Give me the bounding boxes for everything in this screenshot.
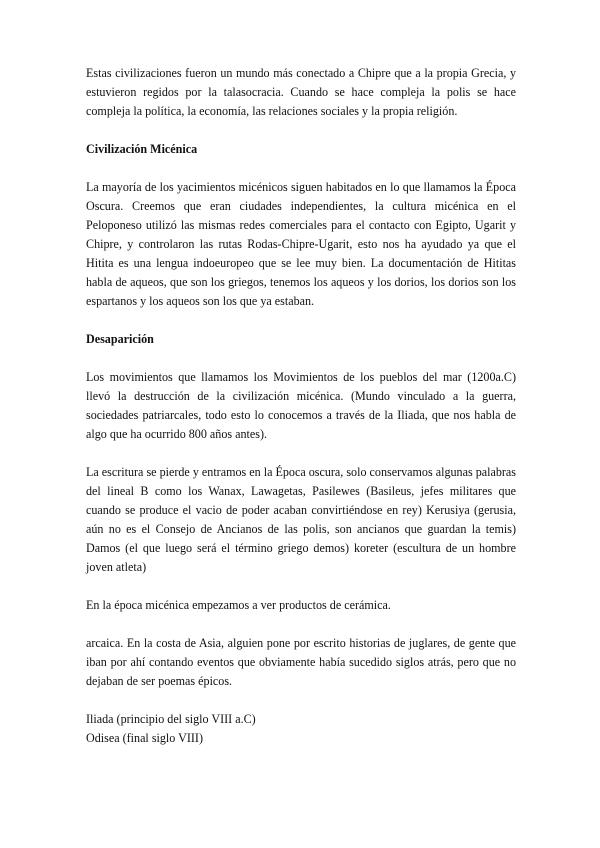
spacer <box>86 159 516 178</box>
section-heading-desaparicion: Desaparición <box>86 332 154 346</box>
spacer <box>86 444 516 463</box>
desaparicion-paragraph-4: arcaica. En la costa de Asia, alguien pone por escrito historias de juglares, de gente que iban por ahí contando eventos que obviamente había sucedido siglos atrás, pero que no dejaban de ser poemas épicos. <box>86 636 516 688</box>
spacer <box>86 349 516 368</box>
work-item-iliada: Iliada (principio del siglo VIII a.C) <box>86 712 256 726</box>
desaparicion-paragraph-2: La escritura se pierde y entramos en la Época oscura, solo conservamos algunas palabras del lineal B como los Wanax, Lawagetas, Pasilewes (Basileus, jefes militares que cuando se produce el vacio de poder acaban convirtiéndose en rey) Kerusiya (gerusia, aún no es el Consejo de Ancianos de las polis, son ancianos que guardan la temis) Damos (el que luego será el término griego demos) koreter (escultura de un hombre joven atleta) <box>86 465 516 574</box>
section-heading-micenica: Civilización Micénica <box>86 142 198 156</box>
desaparicion-paragraph-1: Los movimientos que llamamos los Movimientos de los pueblos del mar (1200a.C) llevó la destrucción de la civilización micénica. (Mundo vinculado a la guerra, sociedades patriarcales, todo esto lo conocemos a través de la Iliada, que nos habla de algo que ha ocurrido 800 años antes). <box>86 370 516 441</box>
desaparicion-paragraph-3: En la época micénica empezamos a ver productos de cerámica. <box>86 598 391 612</box>
document-page <box>86 64 516 748</box>
spacer <box>86 121 516 140</box>
intro-paragraph: Estas civilizaciones fueron un mundo más conectado a Chipre que a la propia Grecia, y estuvieron regidos por la talasocracia. Cuando se hace compleja la polis se hace compleja la política, la economía, las relaciones sociales y la propia religión. <box>86 66 516 118</box>
work-item-odisea: Odisea (final siglo VIII) <box>86 731 203 745</box>
micenica-paragraph: La mayoría de los yacimientos micénicos siguen habitados en lo que llamamos la Época Oscura. Creemos que eran ciudades independientes, la cultura micénica en el Peloponeso utilizó las mismas redes comerciales para el contacto con Egipto, Ugarit y Chipre, y controlaron las rutas Rodas-Chipre-Ugarit, esto nos ha ayudado ya que el Hitita es una lengua indoeuropeo que se lee muy bien. La documentación de Hititas habla de aqueos, que son los griegos, tenemos los aqueos y los dorios, los dorios son los espartanos y los aqueos son los que ya estaban. <box>86 180 516 308</box>
spacer <box>86 577 516 596</box>
spacer <box>86 615 516 634</box>
spacer <box>86 691 516 710</box>
spacer <box>86 311 516 330</box>
